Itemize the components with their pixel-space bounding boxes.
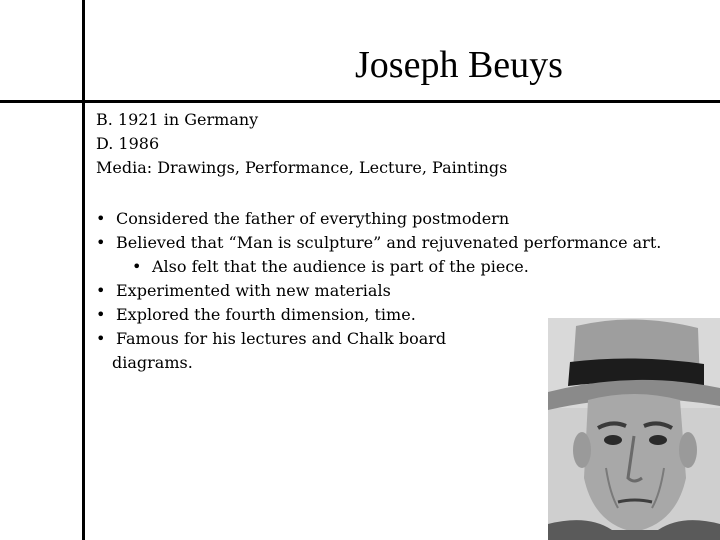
- bullet-marker: •: [96, 329, 106, 348]
- bullet-marker: •: [132, 257, 142, 276]
- bullet-text: Experimented with new materials: [116, 281, 391, 300]
- bullet-marker: •: [96, 209, 106, 228]
- media-line: Media: Drawings, Performance, Lecture, Paintings: [96, 158, 508, 177]
- sub-bullet-item: [96, 255, 716, 279]
- birth-line: B. 1921 in Germany: [96, 110, 259, 129]
- bullet-text: Explored the fourth dimension, time.: [116, 305, 416, 324]
- bullet-item: [96, 279, 716, 303]
- artist-info: [96, 108, 507, 180]
- portrait-photo: [548, 318, 720, 540]
- slide-title: Joseph Beuys: [355, 44, 563, 86]
- bullet-text: Also felt that the audience is part of the piece.: [152, 257, 529, 276]
- bullet-text: Famous for his lectures and Chalk board: [116, 329, 447, 348]
- portrait-photo-icon: [548, 318, 720, 540]
- bullet-item: [96, 231, 716, 255]
- bullet-text: Considered the father of everything postmodern: [116, 209, 510, 228]
- bullet-text: Believed that “Man is sculpture” and rejuvenated performance art.: [116, 233, 662, 252]
- bullet-continuation: diagrams.: [112, 353, 193, 372]
- bullet-marker: •: [96, 281, 106, 300]
- bullet-marker: •: [96, 233, 106, 252]
- death-line: D. 1986: [96, 134, 160, 153]
- vertical-rule: [82, 0, 85, 540]
- horizontal-rule: [0, 100, 720, 103]
- bullet-item: [96, 207, 716, 231]
- bullet-marker: •: [96, 305, 106, 324]
